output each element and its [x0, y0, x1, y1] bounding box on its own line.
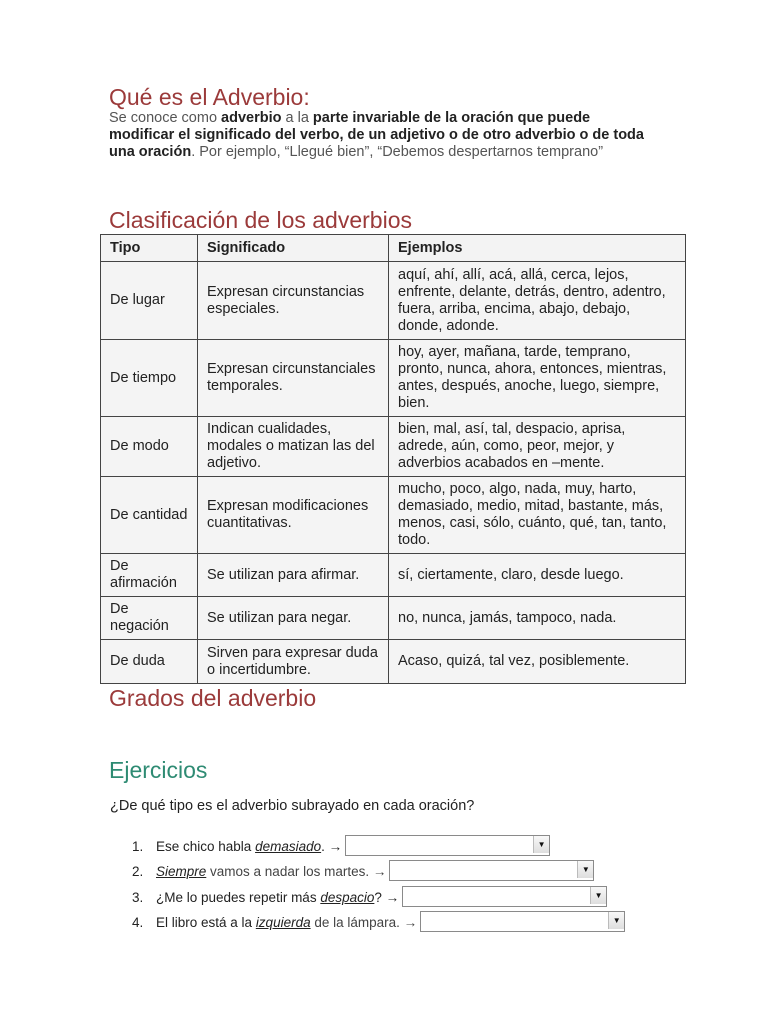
table-row	[101, 554, 686, 597]
triangle-down-icon[interactable]: ▼	[533, 836, 549, 853]
underlined-adverb: Siempre	[156, 864, 207, 879]
intro-paragraph: Se conoce como adverbio a la parte invariable de la oración que puede modificar el significado del verbo, de un adjetivo o de otro adverbio o de toda una oración. Por ejemplo, “Llegué bien”, “Debemos despertarnos temprano”	[109, 110, 644, 160]
cell-significado: Expresan circunstancias especiales.	[198, 262, 389, 340]
section-title-adverbio: Qué es el Adverbio:	[109, 84, 310, 110]
triangle-down-icon[interactable]: ▼	[608, 912, 624, 929]
cell-tipo: De duda	[101, 640, 198, 684]
sentence-start: Ese chico habla	[156, 838, 256, 854]
section-title-ejercicios: Ejercicios	[109, 757, 208, 783]
cell-significado: Sirven para expresar duda o incertidumbre.	[198, 640, 389, 684]
cell-significado: Expresan modificaciones cuantitativas.	[198, 477, 389, 554]
answer-dropdown[interactable]	[420, 911, 625, 932]
cell-tipo: De lugar	[101, 262, 198, 340]
classification-table	[100, 234, 686, 684]
answer-dropdown[interactable]	[389, 860, 594, 881]
cell-tipo: De tiempo	[101, 340, 198, 417]
cell-significado: Se utilizan para afirmar.	[198, 554, 389, 597]
cell-tipo: De afirmación	[101, 554, 198, 597]
cell-significado: Expresan circunstanciales temporales.	[198, 340, 389, 417]
table-row	[101, 417, 686, 477]
table-row	[101, 262, 686, 340]
section-title-grados: Grados del adverbio	[109, 685, 317, 711]
triangle-down-icon[interactable]: ▼	[577, 861, 593, 878]
triangle-down-icon[interactable]: ▼	[590, 887, 606, 904]
cell-ejemplos: Acaso, quizá, tal vez, posiblemente.	[389, 640, 686, 684]
table-header-row	[101, 235, 686, 262]
underlined-adverb: izquierda	[255, 915, 311, 930]
cell-significado: Indican cualidades, modales o matizan las del adjetivo.	[198, 417, 389, 477]
cell-ejemplos: no, nunca, jamás, tampoco, nada.	[389, 597, 686, 640]
answer-dropdown[interactable]	[345, 835, 550, 856]
table-row	[101, 597, 686, 640]
sentence-end: ? →	[374, 889, 400, 905]
sentence-end: vamos a nadar los martes. →	[206, 864, 387, 879]
cell-ejemplos: hoy, ayer, mañana, tarde, temprano, pronto, nunca, ahora, entonces, mientras, antes, después, anoche, luego, siempre, bien.	[389, 340, 686, 417]
cell-ejemplos: sí, ciertamente, claro, desde luego.	[389, 554, 686, 597]
header-tipo: Tipo	[101, 235, 198, 262]
sentence-end: . →	[321, 838, 343, 854]
item-number: 2.	[132, 864, 144, 879]
table-row	[101, 340, 686, 417]
cell-ejemplos: mucho, poco, algo, nada, muy, harto, demasiado, medio, mitad, bastante, más, menos, casi, sólo, cuánto, qué, tan, tanto, todo.	[389, 477, 686, 554]
header-significado: Significado	[198, 235, 389, 262]
table-row	[101, 640, 686, 684]
underlined-adverb: despacio	[320, 889, 375, 905]
sentence-end: de la lámpara. →	[310, 915, 418, 930]
cell-tipo: De negación	[101, 597, 198, 640]
table-row	[101, 477, 686, 554]
sentence-start: ¿Me lo puedes repetir más	[156, 889, 321, 905]
item-number: 3.	[132, 889, 144, 905]
cell-ejemplos: bien, mal, así, tal, despacio, aprisa, adrede, aún, como, peor, mejor, y adverbios acabados en –mente.	[389, 417, 686, 477]
sentence-start: El libro está a la	[156, 915, 256, 930]
cell-tipo: De modo	[101, 417, 198, 477]
cell-tipo: De cantidad	[101, 477, 198, 554]
answer-dropdown[interactable]	[402, 886, 607, 907]
underlined-adverb: demasiado	[255, 838, 322, 854]
cell-significado: Se utilizan para negar.	[198, 597, 389, 640]
cell-ejemplos: aquí, ahí, allí, acá, allá, cerca, lejos, enfrente, delante, detrás, dentro, adentro, fuera, arriba, encima, abajo, debajo, donde, adonde.	[389, 262, 686, 340]
item-number: 4.	[132, 915, 144, 930]
exercise-question: ¿De qué tipo es el adverbio subrayado en cada oración?	[110, 798, 475, 814]
item-number: 1.	[132, 838, 144, 854]
header-ejemplos: Ejemplos	[389, 235, 686, 262]
section-title-clasificacion: Clasificación de los adverbios	[109, 207, 412, 233]
